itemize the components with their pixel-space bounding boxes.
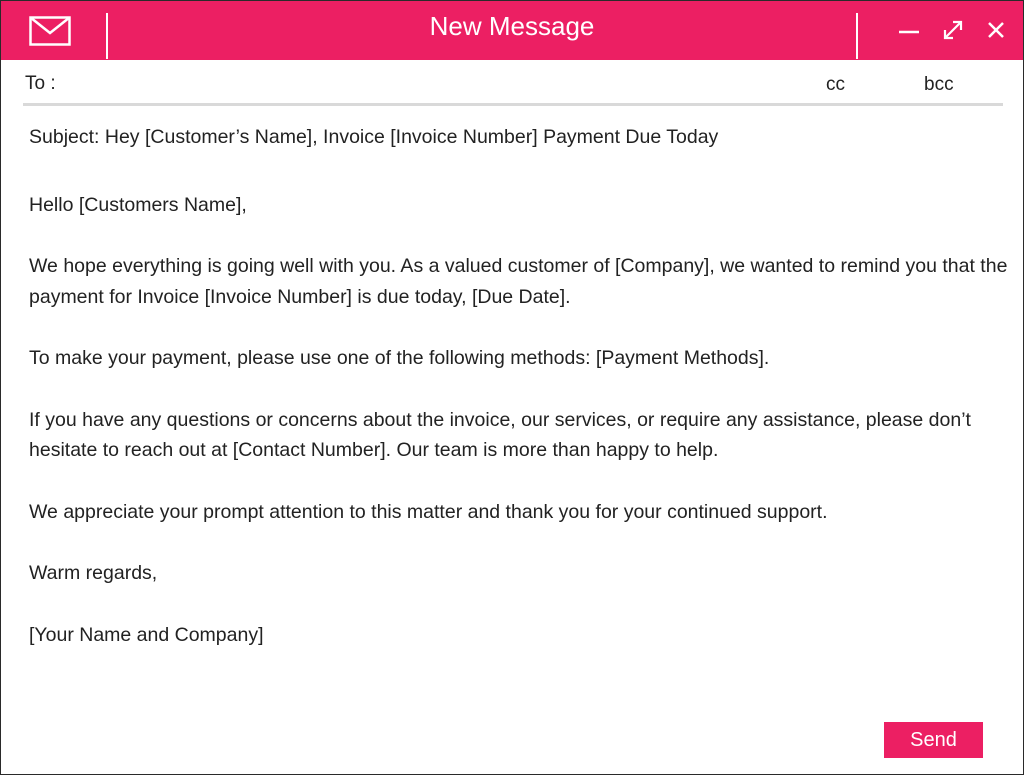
window-title: New Message bbox=[429, 11, 595, 41]
message-body[interactable] bbox=[29, 122, 1009, 650]
body-paragraph-1: We hope everything is going well with you. As a valued customer of [Company], we wanted to remind you that the payment for Invoice [Invoice Number] is due today, [Due Date]. bbox=[29, 255, 1008, 308]
body-paragraph-3: If you have any questions or concerns about the invoice, our services, or require any assistance, please don’t hesitate to reach out at [Contact Number]. Our team is more than happy to help. bbox=[29, 408, 971, 461]
recipient-row bbox=[23, 61, 1003, 106]
body-paragraph-4: We appreciate your prompt attention to this matter and thank you for your continued support. bbox=[29, 500, 828, 523]
bcc-button[interactable]: bcc bbox=[924, 74, 954, 95]
signature: [Your Name and Company] bbox=[29, 623, 264, 646]
close-icon[interactable] bbox=[984, 18, 1008, 42]
title-bar bbox=[1, 1, 1023, 60]
greeting: Hello [Customers Name], bbox=[29, 193, 247, 216]
minimize-icon[interactable] bbox=[897, 18, 921, 42]
subject-line: Subject: Hey [Customer’s Name], Invoice [Invoice Number] Payment Due Today bbox=[29, 126, 719, 148]
to-field[interactable] bbox=[73, 69, 817, 99]
to-label: To : bbox=[25, 73, 56, 94]
body-paragraph-2: To make your payment, please use one of the following methods: [Payment Methods]. bbox=[29, 347, 770, 369]
expand-icon[interactable] bbox=[941, 18, 965, 42]
closing-line: Warm regards, bbox=[29, 562, 158, 584]
cc-button[interactable]: cc bbox=[826, 74, 845, 95]
send-button[interactable]: Send bbox=[884, 722, 983, 758]
title-divider-right bbox=[856, 13, 858, 59]
